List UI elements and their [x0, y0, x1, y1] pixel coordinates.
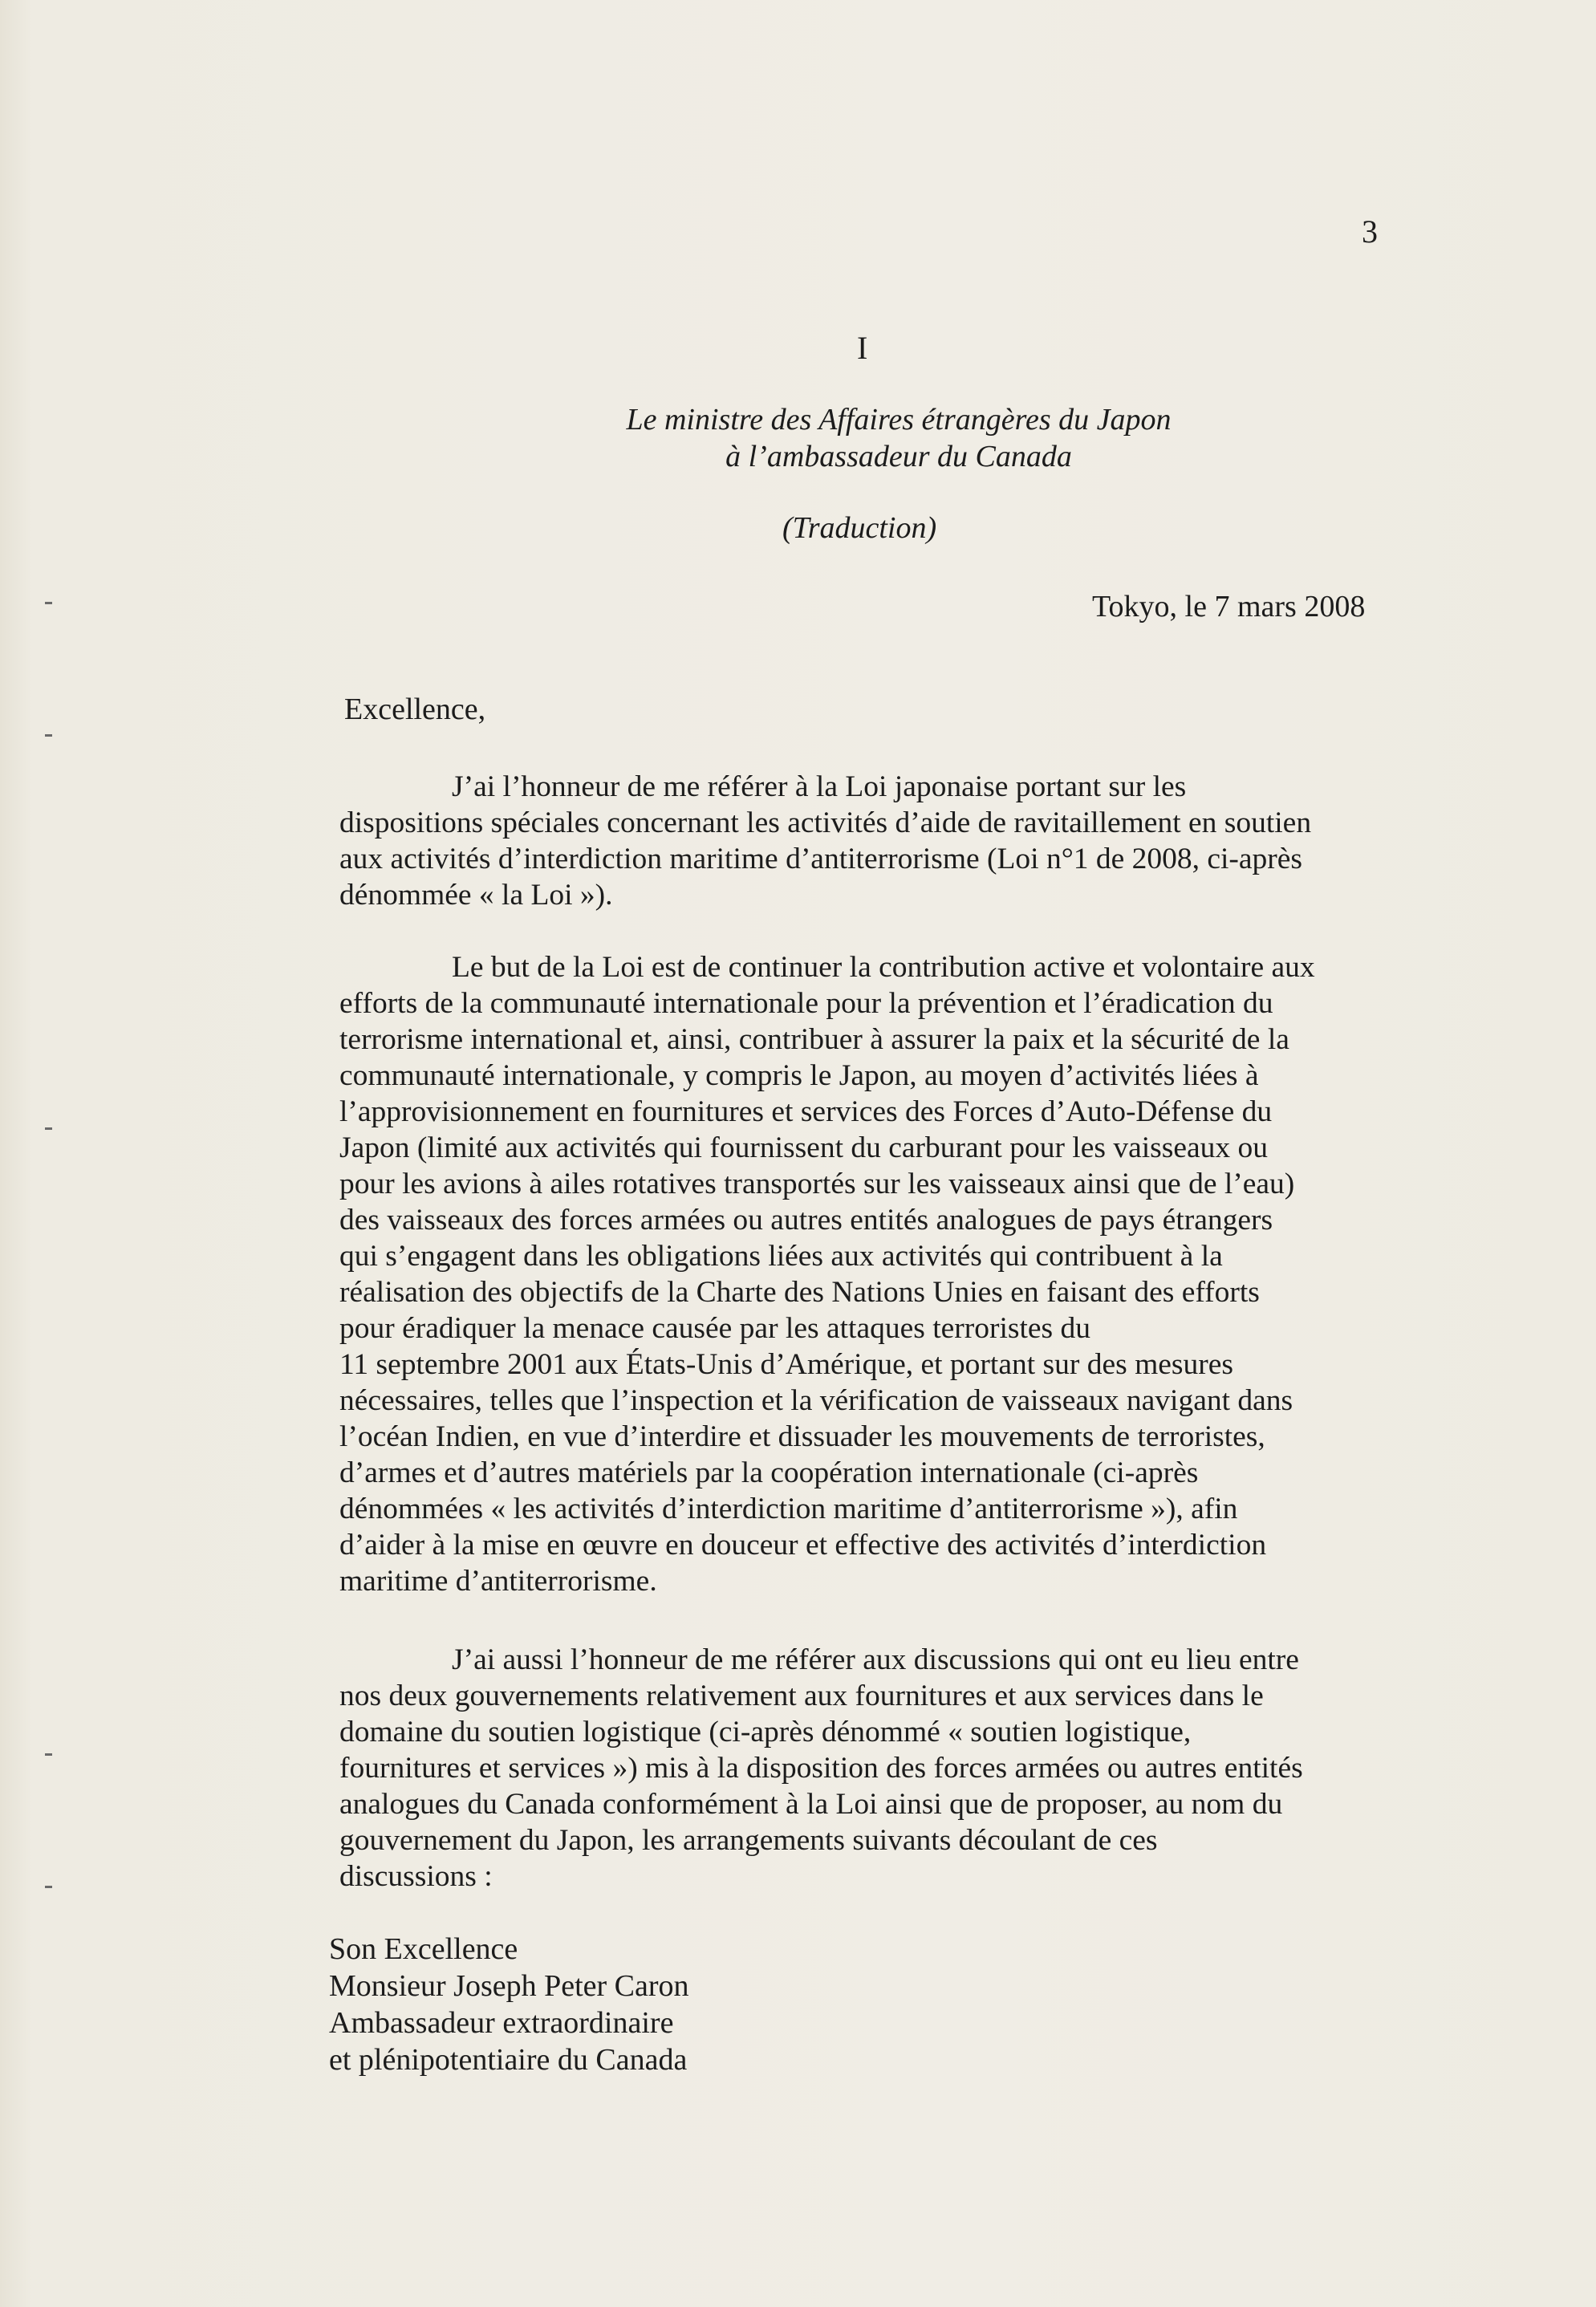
paragraph-line: communauté internationale, y compris le Japon, au moyen d’activités liées à — [339, 1059, 1259, 1092]
paragraph-line: l’océan Indien, en vue d’interdire et dissuader les mouvements de terroristes, — [339, 1420, 1265, 1453]
section-numeral: I — [857, 330, 868, 366]
paragraph-line: dénommées « les activités d’interdiction maritime d’antiterrorisme »), afin — [339, 1493, 1238, 1525]
paragraph-line: Le but de la Loi est de continuer la contribution active et volontaire aux — [452, 951, 1315, 984]
addressee-line: Ambassadeur extraordinaire — [329, 2006, 674, 2040]
paragraph-line: J’ai l’honneur de me référer à la Loi japonaise portant sur les — [452, 770, 1187, 803]
paragraph-line: analogues du Canada conformément à la Loi ainsi que de proposer, au nom du — [339, 1788, 1283, 1821]
addressee-block — [329, 1931, 689, 2078]
paragraph-line: discussions : — [339, 1860, 493, 1893]
paragraph-line: 11 septembre 2001 aux États-Unis d’Amérique, et portant sur des mesures — [339, 1348, 1233, 1381]
addressee-line: Son Excellence — [329, 1932, 518, 1966]
paragraph-line: Japon (limité aux activités qui fournissent du carburant pour les vaisseaux ou — [339, 1131, 1269, 1164]
paragraph-line: maritime d’antiterrorisme. — [339, 1565, 657, 1598]
margin-mark — [45, 734, 52, 737]
paragraph-line: qui s’engagent dans les obligations liées aux activités qui contribuent à la — [339, 1240, 1223, 1273]
paragraph-line: gouvernement du Japon, les arrangements suivants découlant de ces — [339, 1824, 1158, 1857]
paragraph-line: fournitures et services ») mis à la disposition des forces armées ou autres entités — [339, 1752, 1303, 1785]
paragraph-line: dénommée « la Loi »). — [339, 879, 613, 912]
letter-heading — [497, 401, 1300, 475]
paragraph-line: aux activités d’interdiction maritime d’antiterrorisme (Loi n°1 de 2008, ci-après — [339, 843, 1303, 875]
paragraph-line: J’ai aussi l’honneur de me référer aux discussions qui ont eu lieu entre — [452, 1643, 1299, 1676]
paragraph-line: nos deux gouvernements relativement aux fournitures et aux services dans le — [339, 1679, 1264, 1712]
heading-line-recipient: à l’ambassadeur du Canada — [725, 440, 1072, 473]
translation-note: (Traduction) — [782, 511, 937, 545]
margin-mark — [45, 1886, 52, 1888]
paragraph-line: l’approvisionnement en fournitures et services des Forces d’Auto-Défense du — [339, 1095, 1273, 1128]
paragraph-2 — [339, 949, 1383, 1599]
paragraph-line: domaine du soutien logistique (ci-après dénommé « soutien logistique, — [339, 1716, 1192, 1749]
paragraph-3 — [339, 1642, 1383, 1895]
paragraph-line: pour les avions à ailes rotatives transportés sur les vaisseaux ainsi que de l’eau) — [339, 1168, 1295, 1200]
addressee-line: et plénipotentiaire du Canada — [329, 2043, 688, 2077]
paragraph-line: dispositions spéciales concernant les activités d’aide de ravitaillement en soutien — [339, 806, 1312, 839]
margin-mark — [45, 602, 52, 604]
addressee-line: Monsieur Joseph Peter Caron — [329, 1969, 689, 2003]
paragraph-line: efforts de la communauté internationale pour la prévention et l’éradication du — [339, 987, 1273, 1020]
paragraph-1 — [339, 769, 1383, 913]
paragraph-line: réalisation des objectifs de la Charte des Nations Unies en faisant des efforts — [339, 1276, 1260, 1309]
heading-line-sender: Le ministre des Affaires étrangères du Japon — [626, 403, 1172, 437]
margin-mark — [45, 1127, 52, 1130]
salutation: Excellence, — [344, 693, 486, 726]
paragraph-line: d’armes et d’autres matériels par la coopération internationale (ci-après — [339, 1456, 1199, 1489]
paragraph-line: terrorisme international et, ainsi, contribuer à assurer la paix et la sécurité de la — [339, 1023, 1289, 1056]
paragraph-line: d’aider à la mise en œuvre en douceur et effective des activités d’interdiction — [339, 1529, 1267, 1562]
paragraph-line: pour éradiquer la menace causée par les attaques terroristes du — [339, 1312, 1091, 1345]
paragraph-line: nécessaires, telles que l’inspection et la vérification de vaisseaux navigant dans — [339, 1384, 1293, 1417]
page-number: 3 — [1362, 213, 1378, 250]
paragraph-line: des vaisseaux des forces armées ou autres entités analogues de pays étrangers — [339, 1204, 1273, 1237]
date-line: Tokyo, le 7 mars 2008 — [1092, 590, 1366, 623]
margin-mark — [45, 1753, 52, 1756]
